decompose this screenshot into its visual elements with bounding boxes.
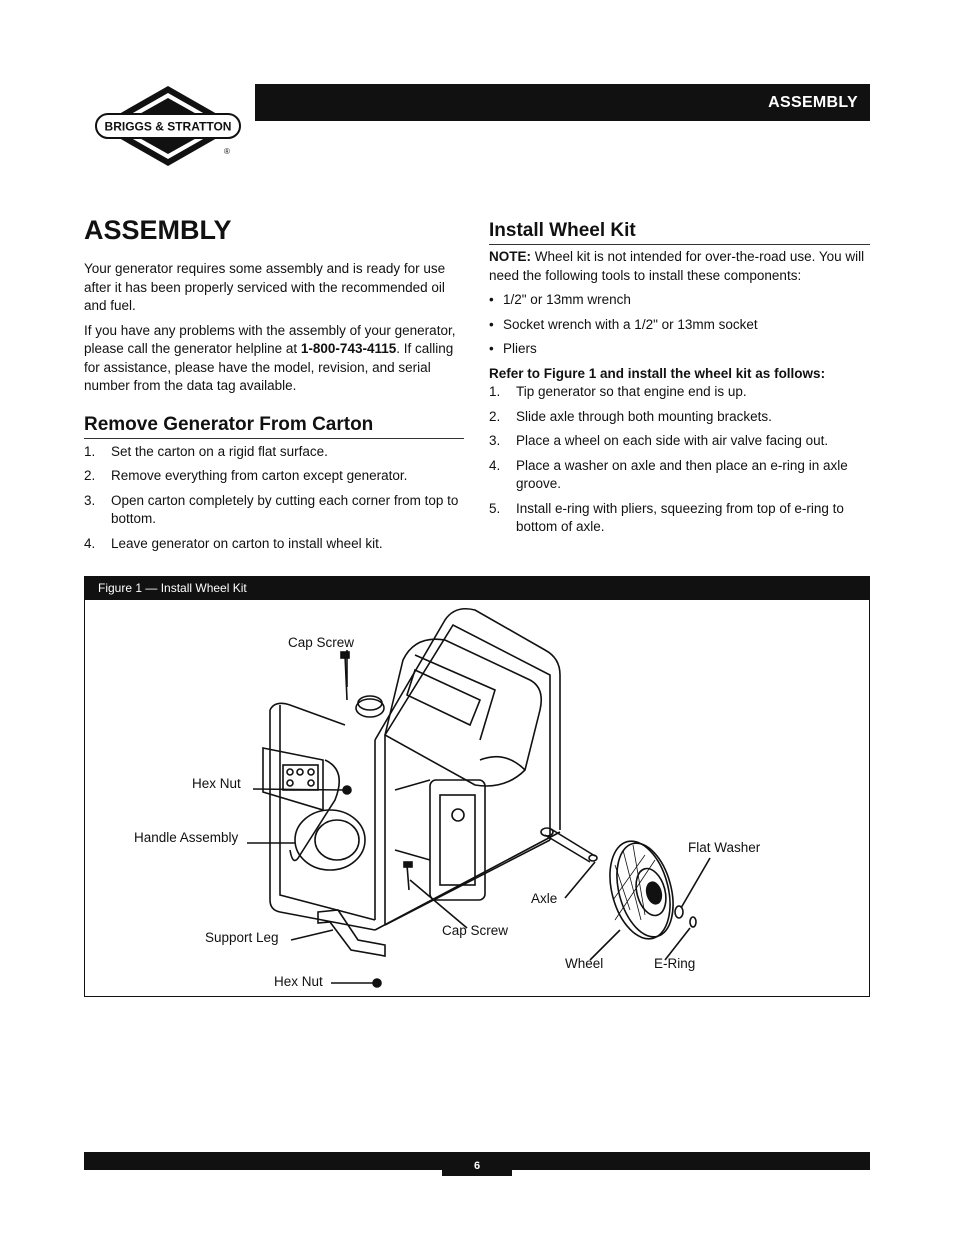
figure-1-box (84, 576, 870, 997)
list-item (489, 340, 870, 359)
note-label: NOTE: (489, 249, 531, 264)
install-wheel-kit-heading: Install Wheel Kit (489, 220, 870, 245)
step-text: Leave generator on carton to install wheel kit. (111, 535, 383, 551)
list-item (489, 500, 870, 537)
tool-text: Pliers (503, 341, 537, 356)
label-cap-screw-bottom: Cap Screw (442, 923, 509, 938)
list-item (84, 443, 464, 462)
step-number: 5. (489, 500, 501, 516)
remove-steps-list (84, 443, 464, 554)
bullet: • (489, 341, 494, 356)
label-handle-assembly: Handle Assembly (134, 830, 239, 845)
label-wheel: Wheel (565, 956, 604, 971)
section-header-bar (255, 84, 870, 121)
list-item (489, 408, 870, 427)
step-text: Slide axle through both mounting brackets. (516, 408, 772, 424)
list-item (489, 457, 870, 494)
step-number: 1. (489, 384, 501, 399)
tool-text: 1/2" or 13mm wrench (503, 292, 631, 307)
intro-paragraph-1: Your generator requires some assembly and is ready for use after it has been properly serviced with the recommended oil and fuel. (84, 261, 446, 313)
list-item (489, 432, 870, 451)
page-number: 6 (442, 1152, 512, 1176)
list-item (489, 291, 870, 310)
intro-p2-text: If you have any problems with the assembly of your generator, please call the generator helpline at (84, 322, 456, 356)
list-item (489, 383, 870, 402)
registered-mark: ® (224, 147, 230, 156)
label-support-leg: Support Leg (205, 930, 279, 945)
intro-paragraph-2 (84, 322, 464, 396)
note-text: Wheel kit is not intended for over-the-road use. You will need the following tools to install these components: (489, 249, 865, 283)
briggs-stratton-logo (92, 84, 244, 168)
list-item (84, 535, 464, 554)
step-number: 3. (84, 492, 96, 508)
step-text: Remove everything from carton except generator. (111, 468, 408, 483)
step-number: 4. (84, 535, 96, 551)
wheel-kit-note (489, 248, 870, 285)
step-number: 4. (489, 457, 501, 473)
list-item (84, 467, 464, 486)
step-text: Set the carton on a rigid flat surface. (111, 443, 328, 459)
bullet: • (489, 316, 494, 332)
remove-generator-heading: Remove Generator From Carton (84, 414, 464, 439)
page-title: ASSEMBLY (84, 215, 232, 245)
step-number: 2. (84, 468, 96, 483)
intro-p2-text-after: . If calling for assistance, please have the model, revision, and serial number from the data tag available. (84, 341, 454, 393)
step-number: 3. (489, 433, 501, 448)
helpline-phone: 1-800-743-4115 (300, 341, 397, 356)
label-e-ring: E-Ring (654, 956, 696, 971)
left-column (84, 260, 464, 559)
label-cap-screw-top: Cap Screw (288, 635, 355, 650)
list-item (489, 316, 870, 335)
list-item (84, 492, 464, 529)
step-number: 1. (84, 443, 96, 459)
step-text: Install e-ring with pliers, squeezing from top of e-ring to bottom of axle. (516, 500, 844, 534)
step-text: Open carton completely by cutting each corner from top to bottom. (111, 492, 459, 526)
label-flat-washer: Flat Washer (688, 840, 761, 855)
label-axle: Axle (531, 891, 558, 906)
label-hex-nut-top: Hex Nut (192, 776, 241, 791)
step-number: 2. (489, 408, 501, 424)
tools-list (489, 291, 870, 359)
bullet: • (489, 292, 494, 307)
step-text: Place a wheel on each side with air valve facing out. (516, 433, 829, 448)
step-text: Tip generator so that engine end is up. (516, 384, 747, 399)
right-column (489, 220, 870, 543)
wheel-steps-list (489, 383, 870, 537)
section-header-label: ASSEMBLY (768, 93, 858, 111)
figure-caption: Figure 1 — Install Wheel Kit (85, 577, 869, 600)
logo-text: BRIGGS & STRATTON (104, 119, 232, 134)
step-text: Place a washer on axle and then place an e-ring in axle groove. (516, 457, 848, 491)
refer-instruction: Refer to Figure 1 and install the wheel kit as follows: (489, 365, 826, 381)
tool-text: Socket wrench with a 1/2" or 13mm socket (503, 316, 758, 332)
label-hex-nut-bottom: Hex Nut (274, 974, 323, 989)
